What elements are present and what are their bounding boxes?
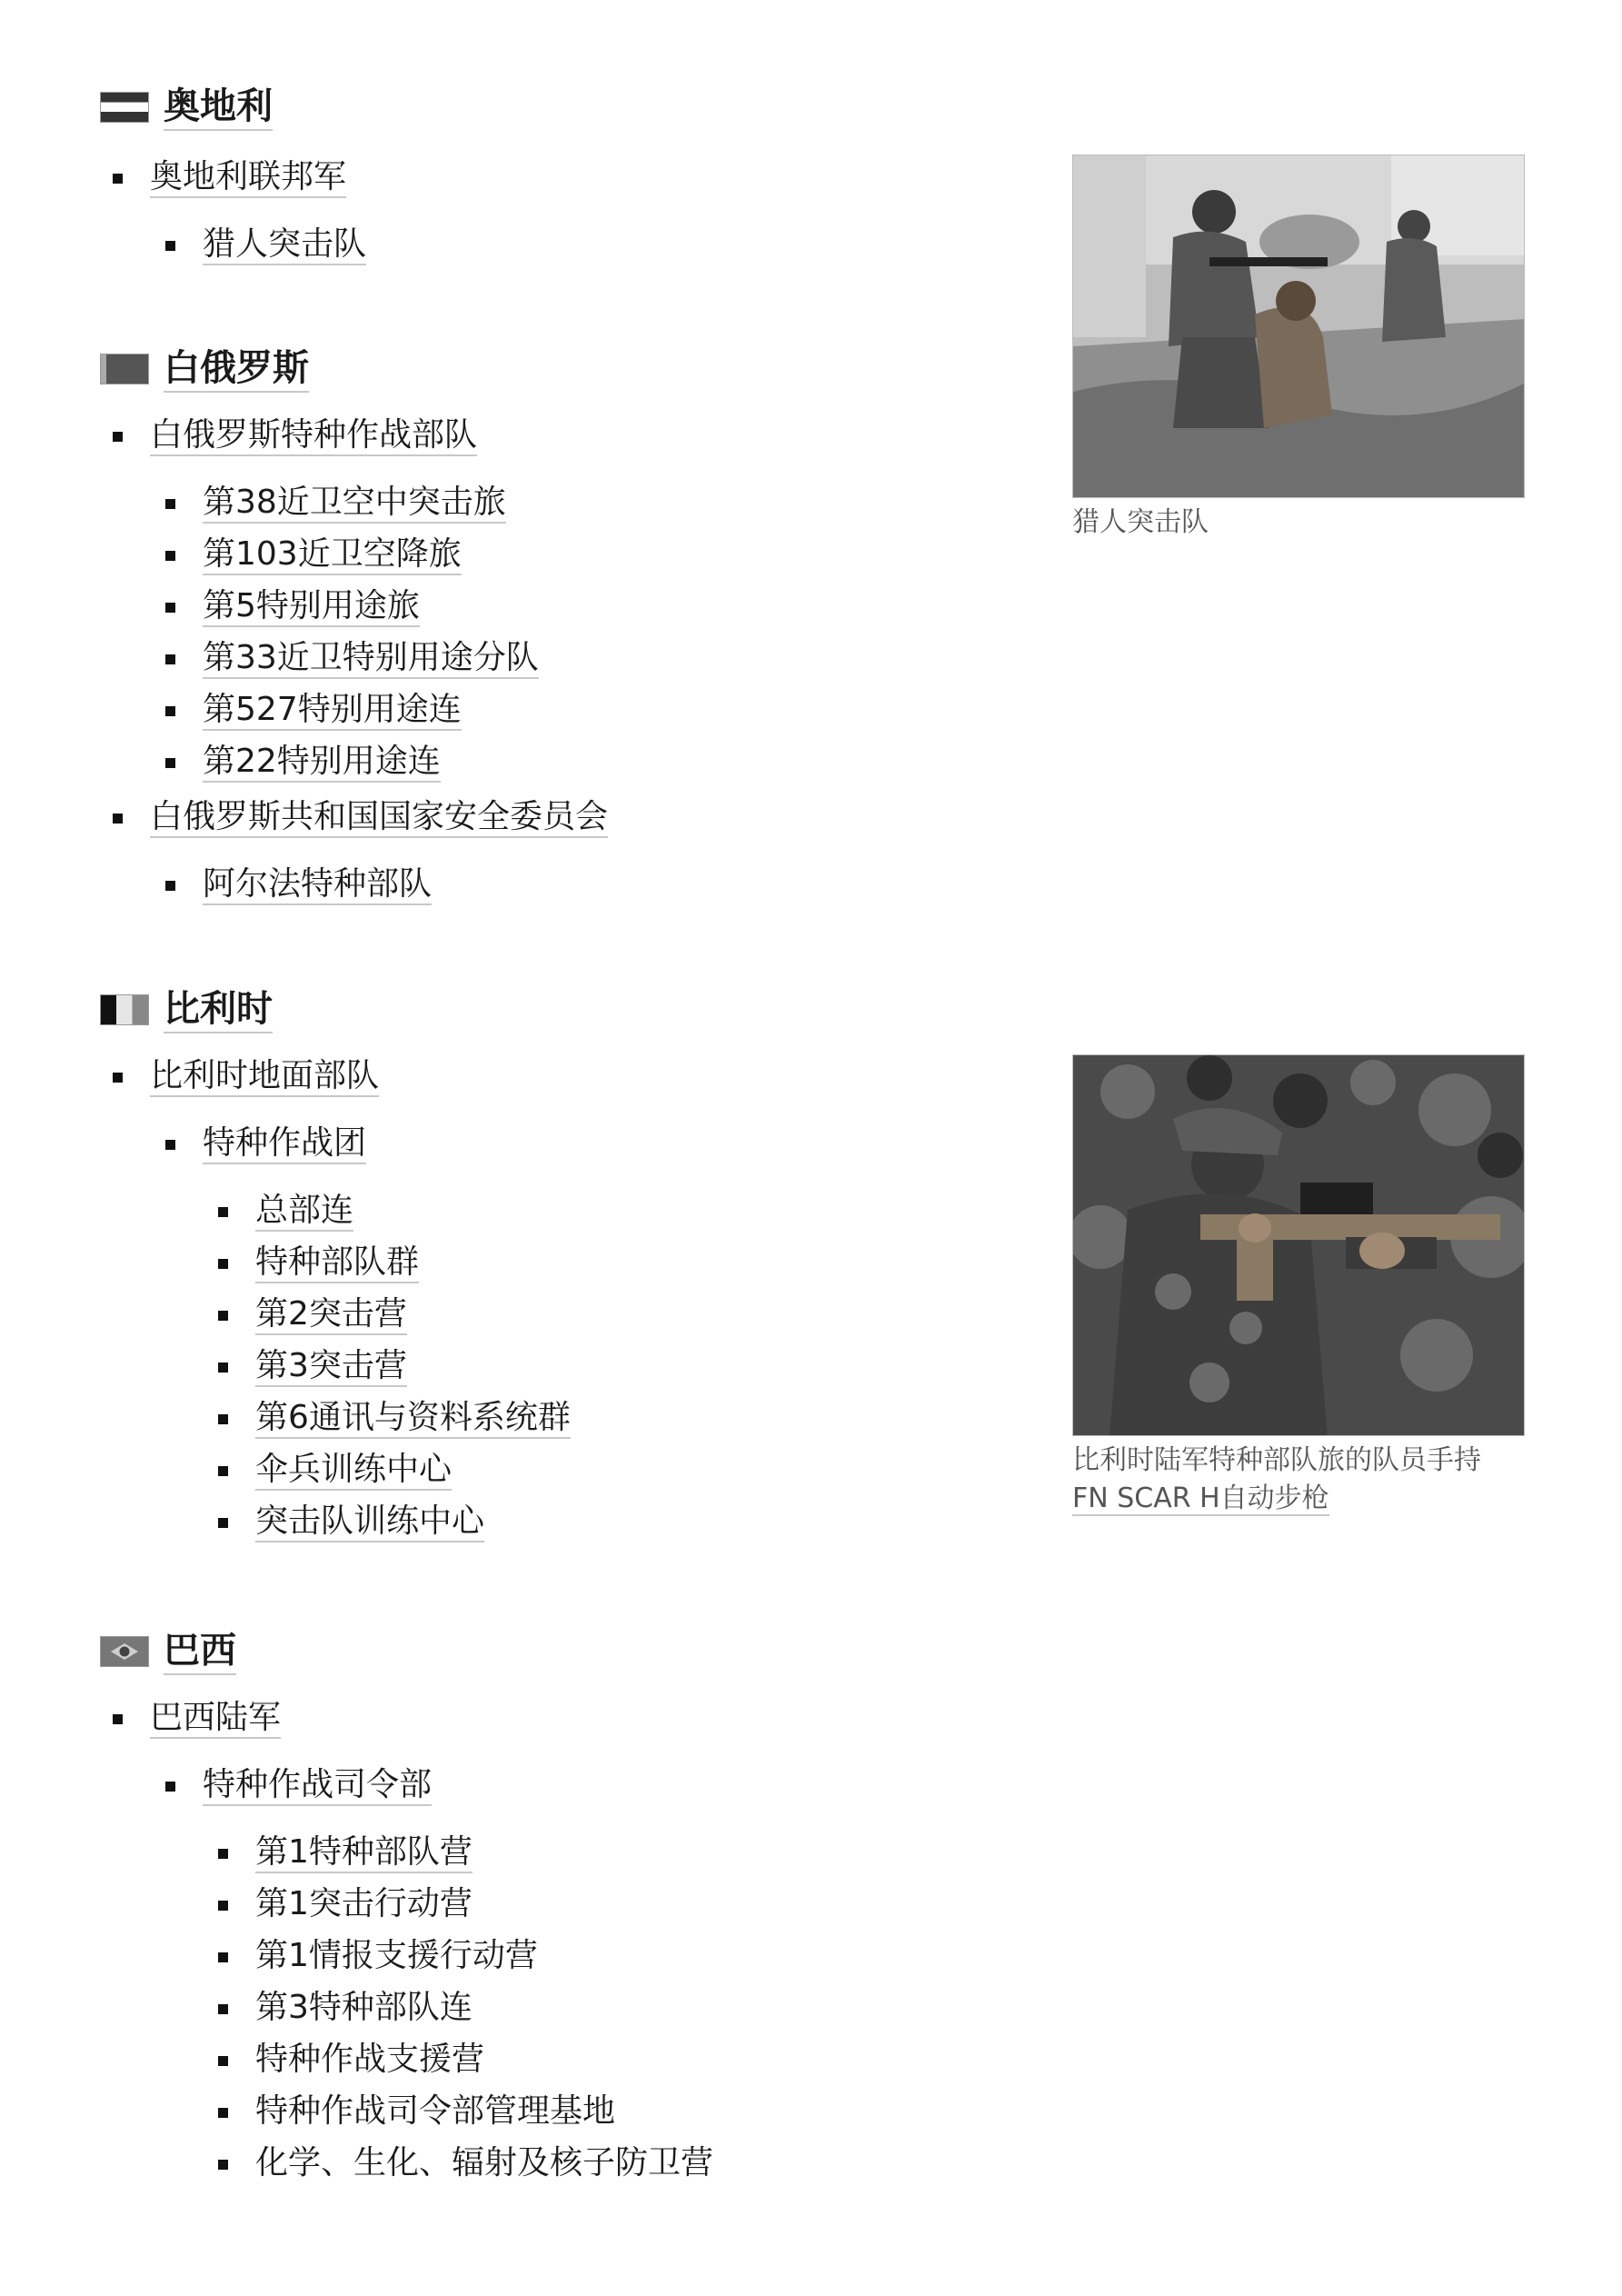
caption-line-1: 比利时陆军特种部队旅的队员手持 xyxy=(1072,1444,1481,1476)
section-heading xyxy=(100,1626,1054,1677)
list-item[interactable]: 第22特别用途连 xyxy=(100,741,1054,783)
section-heading xyxy=(100,984,1054,1035)
heading-austria[interactable]: 奥地利 xyxy=(164,84,273,131)
section-heading xyxy=(100,82,1054,133)
list-item[interactable]: 巴西陆军 xyxy=(100,1697,1054,1739)
brazil-flag-icon xyxy=(100,1636,149,1667)
list-item[interactable]: 第3特种部队连 xyxy=(100,1987,1054,2029)
list-item[interactable]: 第527特别用途连 xyxy=(100,689,1054,731)
list-item[interactable]: 第1特种部队营 xyxy=(100,1832,1054,1873)
figure-caption: 猎人突击队 xyxy=(1072,506,1209,538)
list-item[interactable]: 第5特别用途旅 xyxy=(100,585,1054,627)
list-item[interactable]: 猎人突击队 xyxy=(100,224,1054,265)
list-item[interactable]: 第2突击营 xyxy=(100,1293,1054,1335)
list-item[interactable]: 第103近卫空降旅 xyxy=(100,534,1054,575)
list-item[interactable]: 第3突击营 xyxy=(100,1345,1054,1387)
photo-jagdkommando[interactable] xyxy=(1072,155,1525,498)
list-item[interactable]: 第1情报支援行动营 xyxy=(100,1935,1054,1977)
belarus-flag-icon xyxy=(100,354,149,384)
figure-belgium xyxy=(1072,1054,1527,1518)
figure-austria xyxy=(1072,155,1527,542)
photo-belgian-soldier[interactable] xyxy=(1072,1054,1525,1436)
list-item[interactable]: 第6通讯与资料系统群 xyxy=(100,1397,1054,1439)
section-belgium xyxy=(100,984,1054,1542)
list-item[interactable]: 奥地利联邦军 xyxy=(100,156,1054,198)
list-item[interactable]: 特种作战团 xyxy=(100,1123,1054,1164)
list-item[interactable]: 总部连 xyxy=(100,1190,1054,1232)
section-brazil xyxy=(100,1626,1054,2184)
list-item[interactable]: 伞兵训练中心 xyxy=(100,1449,1054,1491)
belgium-flag-icon xyxy=(100,994,149,1025)
heading-brazil[interactable]: 巴西 xyxy=(164,1628,236,1675)
list-item[interactable]: 特种作战支援营 xyxy=(100,2039,1054,2081)
caption-link[interactable]: FN SCAR H自动步枪 xyxy=(1072,1482,1329,1514)
list-item[interactable]: 突击队训练中心 xyxy=(100,1501,1054,1542)
list-item[interactable]: 比利时地面部队 xyxy=(100,1055,1054,1097)
figure-caption xyxy=(1072,1442,1527,1518)
list-item[interactable]: 特种部队群 xyxy=(100,1242,1054,1283)
list-item[interactable]: 第38近卫空中突击旅 xyxy=(100,482,1054,524)
list-item[interactable]: 白俄罗斯特种作战部队 xyxy=(100,414,1054,456)
heading-belgium[interactable]: 比利时 xyxy=(164,986,273,1033)
list-item[interactable]: 化学、生化、辐射及核子防卫营 xyxy=(100,2142,1054,2184)
list-item[interactable]: 白俄罗斯共和国国家安全委员会 xyxy=(100,796,1054,838)
list-item[interactable]: 特种作战司令部 xyxy=(100,1764,1054,1806)
heading-belarus[interactable]: 白俄罗斯 xyxy=(164,345,309,393)
section-austria xyxy=(100,82,1054,265)
list-item[interactable]: 第33近卫特别用途分队 xyxy=(100,637,1054,679)
list-item[interactable]: 特种作战司令部管理基地 xyxy=(100,2091,1054,2132)
list-item[interactable]: 第1突击行动营 xyxy=(100,1883,1054,1925)
section-belarus xyxy=(100,344,1054,905)
list-item[interactable]: 阿尔法特种部队 xyxy=(100,863,1054,905)
austria-flag-icon xyxy=(100,92,149,123)
section-heading xyxy=(100,344,1054,394)
